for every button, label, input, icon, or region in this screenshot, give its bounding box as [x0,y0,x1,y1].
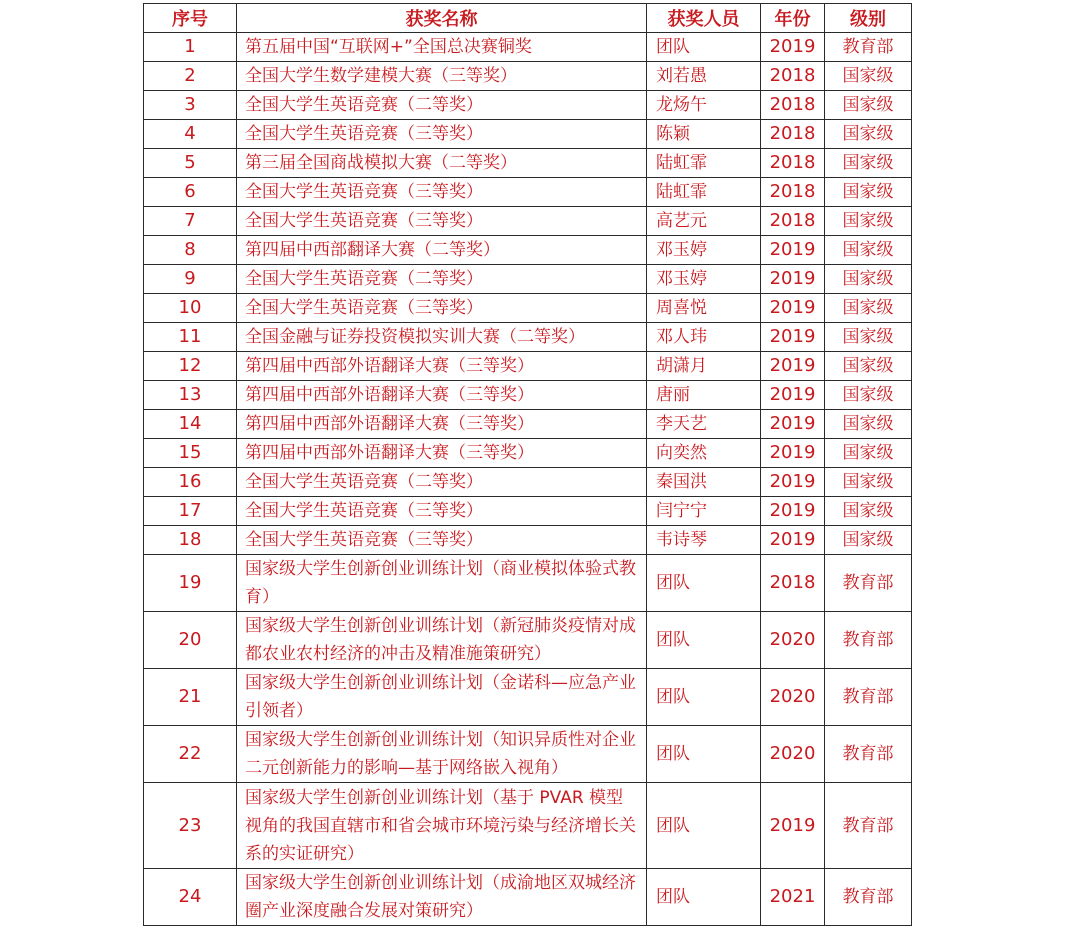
table-row [144,62,912,91]
table-row [144,783,912,869]
row-year: 2018 [761,555,825,612]
row-level: 国家级 [825,352,912,381]
row-index: 23 [144,783,237,869]
row-award-name: 第四届中西部翻译大赛（二等奖） [237,236,647,265]
row-level: 国家级 [825,497,912,526]
table-row [144,869,912,926]
row-level: 国家级 [825,526,912,555]
row-award-name: 国家级大学生创新创业训练计划（知识异质性对企业二元创新能力的影响—基于网络嵌入视角） [237,726,647,783]
row-level: 教育部 [825,555,912,612]
row-index: 6 [144,178,237,207]
row-award-name: 国家级大学生创新创业训练计划（成渝地区双城经济圈产业深度融合发展对策研究） [237,869,647,926]
row-winner: 向奕然 [647,439,761,468]
row-year: 2018 [761,62,825,91]
row-award-name: 全国大学生英语竞赛（三等奖） [237,526,647,555]
row-index: 11 [144,323,237,352]
row-index: 12 [144,352,237,381]
row-winner: 陆虹霏 [647,149,761,178]
row-award-name: 第四届中西部外语翻译大赛（三等奖） [237,381,647,410]
row-year: 2019 [761,783,825,869]
row-award-name: 国家级大学生创新创业训练计划（基于 PVAR 模型视角的我国直辖市和省会城市环境污染与经济增长关系的实证研究） [237,783,647,869]
row-index: 17 [144,497,237,526]
row-winner: 邓人玮 [647,323,761,352]
row-winner: 龙炀午 [647,91,761,120]
row-award-name: 第三届全国商战模拟大赛（二等奖） [237,149,647,178]
row-award-name: 全国大学生数学建模大赛（三等奖） [237,62,647,91]
row-level: 国家级 [825,178,912,207]
row-year: 2019 [761,439,825,468]
header-year: 年份 [761,4,825,33]
row-level: 国家级 [825,120,912,149]
table-row [144,439,912,468]
table-row [144,669,912,726]
row-index: 14 [144,410,237,439]
row-index: 21 [144,669,237,726]
row-level: 国家级 [825,294,912,323]
row-award-name: 全国金融与证券投资模拟实训大赛（二等奖） [237,323,647,352]
row-award-name: 国家级大学生创新创业训练计划（新冠肺炎疫情对成都农业农村经济的冲击及精准施策研究） [237,612,647,669]
row-index: 22 [144,726,237,783]
row-year: 2020 [761,669,825,726]
row-index: 5 [144,149,237,178]
row-index: 18 [144,526,237,555]
row-year: 2018 [761,207,825,236]
row-award-name: 国家级大学生创新创业训练计划（商业模拟体验式教育） [237,555,647,612]
row-winner: 唐丽 [647,381,761,410]
row-winner: 团队 [647,783,761,869]
row-winner: 团队 [647,726,761,783]
row-year: 2019 [761,33,825,62]
row-index: 24 [144,869,237,926]
row-index: 19 [144,555,237,612]
row-year: 2019 [761,323,825,352]
row-year: 2019 [761,410,825,439]
row-level: 国家级 [825,381,912,410]
row-year: 2019 [761,497,825,526]
row-level: 教育部 [825,869,912,926]
table-row [144,726,912,783]
table-row [144,612,912,669]
row-year: 2020 [761,726,825,783]
row-year: 2020 [761,612,825,669]
table-row [144,555,912,612]
row-index: 16 [144,468,237,497]
row-winner: 韦诗琴 [647,526,761,555]
row-level: 国家级 [825,410,912,439]
table-row [144,410,912,439]
awards-table [143,3,912,926]
row-winner: 周喜悦 [647,294,761,323]
table-row [144,149,912,178]
row-award-name: 全国大学生英语竞赛（三等奖） [237,497,647,526]
row-level: 国家级 [825,149,912,178]
row-award-name: 全国大学生英语竞赛（二等奖） [237,265,647,294]
row-award-name: 全国大学生英语竞赛（二等奖） [237,91,647,120]
table-row [144,178,912,207]
row-award-name: 第四届中西部外语翻译大赛（三等奖） [237,410,647,439]
row-winner: 陆虹霏 [647,178,761,207]
header-winner: 获奖人员 [647,4,761,33]
row-level: 国家级 [825,62,912,91]
row-level: 教育部 [825,669,912,726]
table-row [144,526,912,555]
row-year: 2021 [761,869,825,926]
row-winner: 秦国洪 [647,468,761,497]
row-year: 2019 [761,294,825,323]
row-level: 教育部 [825,726,912,783]
table-row [144,236,912,265]
row-level: 教育部 [825,612,912,669]
row-winner: 团队 [647,33,761,62]
row-level: 国家级 [825,91,912,120]
row-winner: 刘若愚 [647,62,761,91]
row-index: 20 [144,612,237,669]
table-header-row [144,4,912,33]
row-index: 2 [144,62,237,91]
table-row [144,33,912,62]
row-award-name: 全国大学生英语竞赛（三等奖） [237,120,647,149]
row-year: 2019 [761,236,825,265]
header-index: 序号 [144,4,237,33]
row-level: 国家级 [825,439,912,468]
row-award-name: 第四届中西部外语翻译大赛（三等奖） [237,352,647,381]
table-row [144,323,912,352]
table-row [144,265,912,294]
row-winner: 陈颖 [647,120,761,149]
row-year: 2019 [761,265,825,294]
row-award-name: 国家级大学生创新创业训练计划（金诺科—应急产业引领者） [237,669,647,726]
row-winner: 团队 [647,669,761,726]
awards-table-container [143,3,911,926]
row-winner: 团队 [647,869,761,926]
row-index: 10 [144,294,237,323]
row-winner: 李天艺 [647,410,761,439]
row-award-name: 全国大学生英语竞赛（三等奖） [237,207,647,236]
row-winner: 闫宁宁 [647,497,761,526]
table-row [144,497,912,526]
table-row [144,381,912,410]
row-index: 1 [144,33,237,62]
row-year: 2018 [761,178,825,207]
row-winner: 邓玉婷 [647,236,761,265]
row-year: 2018 [761,91,825,120]
row-index: 4 [144,120,237,149]
row-award-name: 全国大学生英语竞赛（三等奖） [237,294,647,323]
row-winner: 邓玉婷 [647,265,761,294]
row-winner: 高艺元 [647,207,761,236]
row-award-name: 全国大学生英语竞赛（三等奖） [237,178,647,207]
row-level: 国家级 [825,265,912,294]
row-level: 教育部 [825,783,912,869]
row-index: 15 [144,439,237,468]
row-year: 2019 [761,352,825,381]
row-year: 2018 [761,120,825,149]
row-winner: 胡潇月 [647,352,761,381]
row-year: 2019 [761,381,825,410]
table-row [144,120,912,149]
header-award-name: 获奖名称 [237,4,647,33]
row-year: 2018 [761,149,825,178]
row-winner: 团队 [647,612,761,669]
row-level: 国家级 [825,323,912,352]
table-row [144,468,912,497]
row-level: 国家级 [825,468,912,497]
row-winner: 团队 [647,555,761,612]
row-level: 国家级 [825,236,912,265]
row-index: 9 [144,265,237,294]
row-year: 2019 [761,526,825,555]
table-row [144,207,912,236]
row-award-name: 第四届中西部外语翻译大赛（三等奖） [237,439,647,468]
row-award-name: 第五届中国“互联网+”全国总决赛铜奖 [237,33,647,62]
row-level: 教育部 [825,33,912,62]
row-award-name: 全国大学生英语竞赛（二等奖） [237,468,647,497]
row-year: 2019 [761,468,825,497]
row-index: 13 [144,381,237,410]
row-level: 国家级 [825,207,912,236]
table-row [144,352,912,381]
row-index: 7 [144,207,237,236]
table-row [144,91,912,120]
table-row [144,294,912,323]
row-index: 3 [144,91,237,120]
row-index: 8 [144,236,237,265]
header-level: 级别 [825,4,912,33]
